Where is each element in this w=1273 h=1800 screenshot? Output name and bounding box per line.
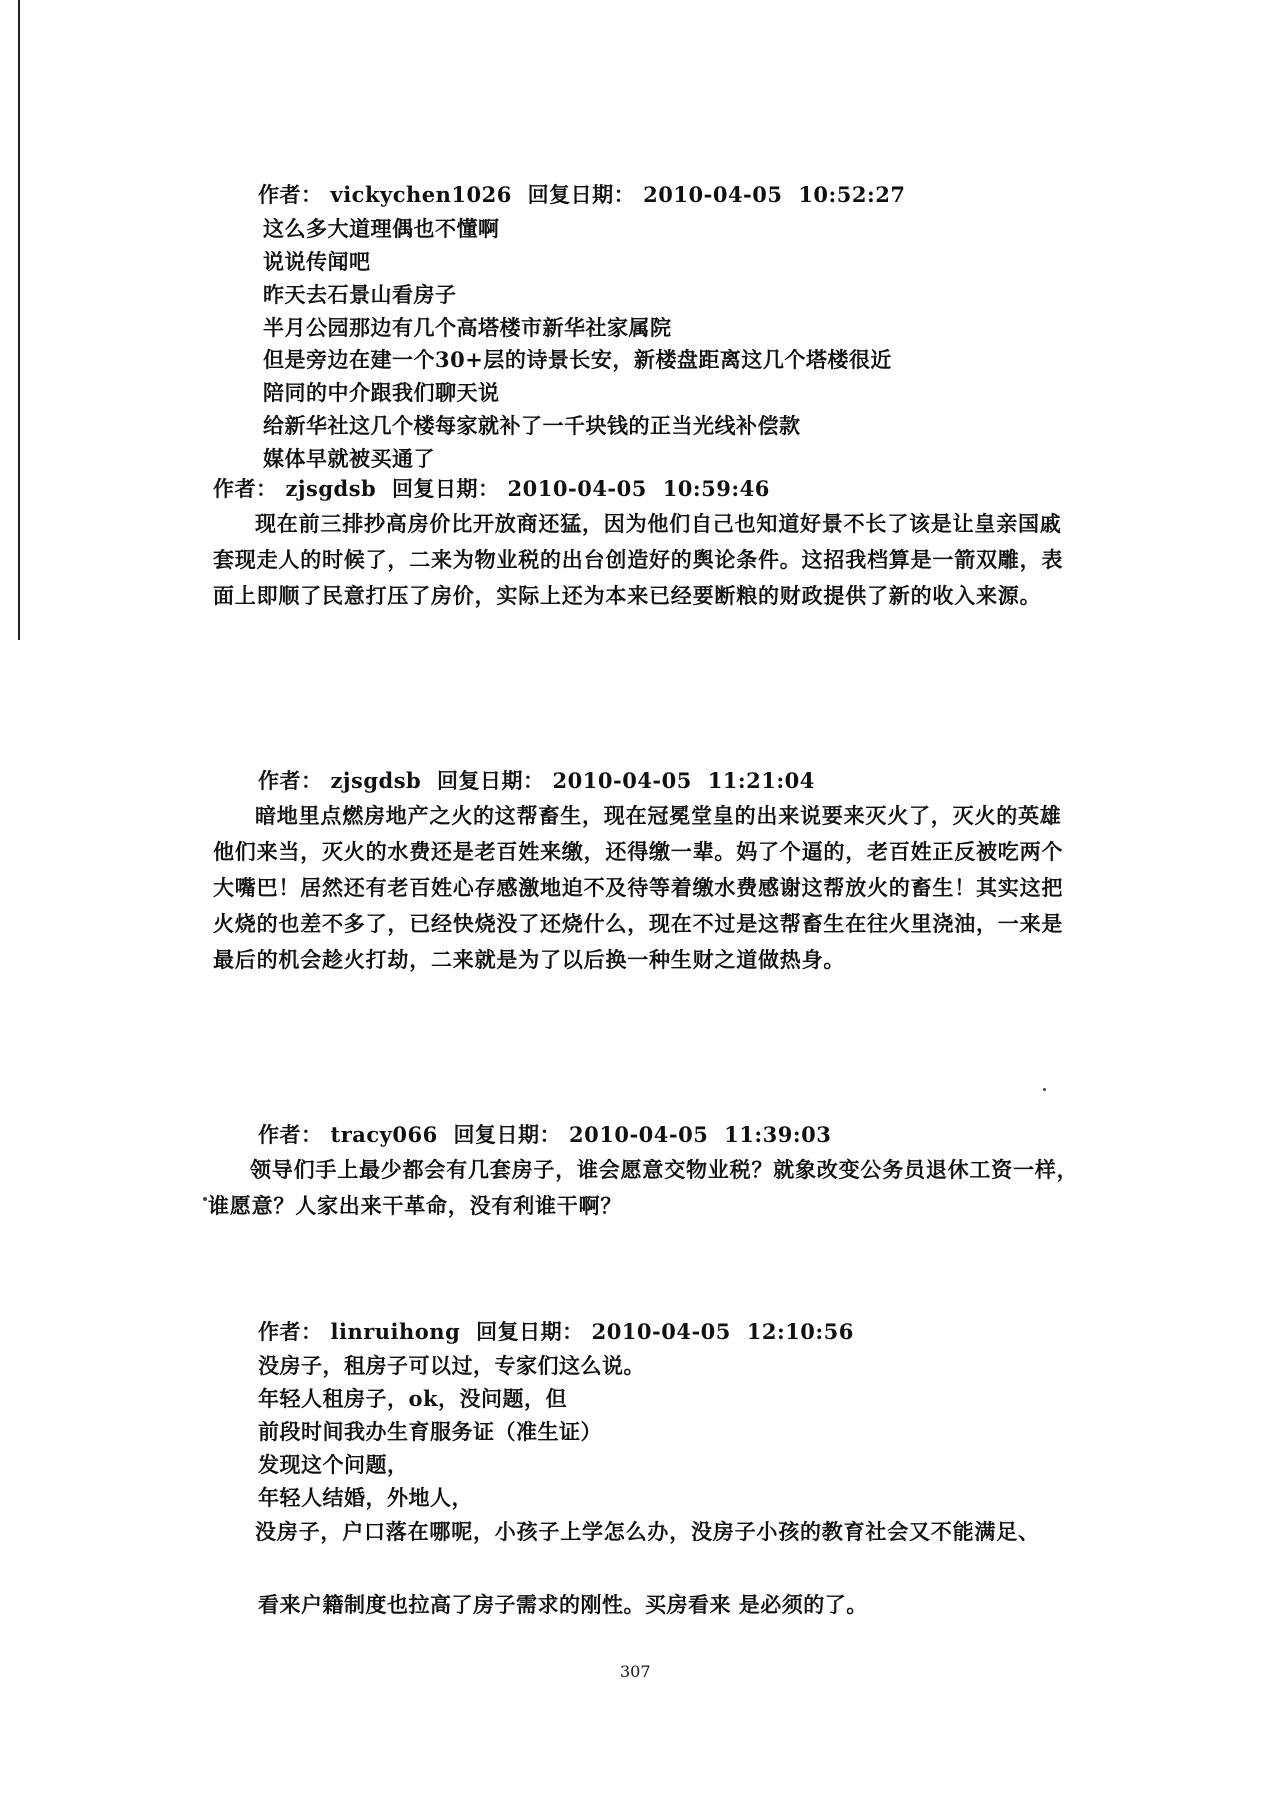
post-line: 前段时间我办生育服务证（准生证） [258, 1419, 602, 1444]
post-line: 看来户籍制度也拉高了房子需求的刚性。买房看来 是必须的了。 [258, 1592, 868, 1617]
post-header [258, 1317, 862, 1347]
post-body: 没房子，户口落在哪呢，小孩子上学怎么办，没房子小孩的教育社会又不能满足、 [255, 1519, 1040, 1544]
reply-time: 11:21:04 [707, 768, 815, 793]
reply-time: 10:52:27 [798, 182, 906, 207]
post-line: 没房子，租房子可以过，专家们这么说。 [258, 1353, 645, 1378]
reply-date: 2010-04-05 [507, 476, 647, 501]
scan-border-line [18, 0, 20, 640]
post-line: 陪同的中介跟我们聊天说 [263, 380, 500, 405]
reply-time: 10:59:46 [662, 476, 770, 501]
author-name: vickychen1026 [330, 182, 512, 207]
post-body: 暗地里点燃房地产之火的这帮畜生，现在冠冕堂皇的出来说要来灭火了，灭火的英雄他们来当，灭火的水费还是老百姓来缴，还得缴一辈。妈了个逼的，老百姓正反被吃两个大嘴巴！居然还有老百姓心存感激地迫不及待等着缴水费感谢这帮放火的畜生！其实这把火烧的也差不多了，已经快烧没了还烧什么，现在不过是这帮畜生在往火里浇油，一来是最后的机会趁火打劫，二来就是为了以后换一种生财之道做热身。 [213, 803, 1064, 972]
post-line: 昨天去石景山看房子 [263, 282, 457, 307]
reply-date-label: 回复日期： [453, 1122, 562, 1147]
post-line: 但是旁边在建一个30+层的诗景长安，新楼盘距离这几个塔楼很近 [263, 347, 892, 372]
author-label: 作者： [213, 476, 278, 501]
reply-date: 2010-04-05 [643, 182, 783, 207]
reply-time: 11:39:03 [724, 1122, 832, 1147]
author-label: 作者： [258, 1122, 323, 1147]
post-body: 领导们手上最少都会有几套房子，谁会愿意交物业税？就象改变公务员退休工资一样，谁愿意？人家出来干革命，没有利谁干啊？ [208, 1157, 1079, 1218]
post-header [213, 474, 778, 504]
author-label: 作者： [258, 1319, 323, 1344]
reply-date-label: 回复日期： [527, 182, 636, 207]
scan-speck [1043, 1088, 1046, 1091]
post-line: 发现这个问题， [258, 1452, 409, 1477]
author-label: 作者： [258, 768, 323, 793]
post-line: 说说传闻吧 [263, 249, 371, 274]
post-line: 媒体早就被买通了 [263, 446, 435, 471]
post-header [258, 766, 823, 796]
author-label: 作者： [258, 182, 323, 207]
post-line: 给新华社这几个楼每家就补了一千块钱的正当光线补偿款 [263, 413, 801, 438]
post-line: 半月公园那边有几个高塔楼市新华社家属院 [263, 315, 672, 340]
reply-date: 2010-04-05 [569, 1122, 709, 1147]
reply-date-label: 回复日期： [476, 1319, 584, 1344]
reply-time: 12:10:56 [746, 1319, 854, 1344]
post-line: 这么多大道理偶也不懂啊 [263, 216, 500, 241]
post-header [258, 180, 914, 210]
post-body: 现在前三排抄高房价比开放商还猛，因为他们自己也知道好景不长了该是让皇亲国戚套现走人的时候了，二来为物业税的出台创造好的舆论条件。这招我档算是一箭双雕，表面上即顺了民意打压了房价，实际上还为本来已经要断粮的财政提供了新的收入来源。 [213, 511, 1064, 608]
reply-date: 2010-04-05 [552, 768, 692, 793]
post-line: 年轻人结婚，外地人， [258, 1485, 473, 1510]
reply-date: 2010-04-05 [591, 1319, 731, 1344]
post-header [258, 1120, 839, 1150]
page-number: 307 [620, 1662, 651, 1681]
author-name: zjsgdsb [330, 768, 422, 793]
author-name: linruihong [330, 1319, 461, 1344]
author-name: zjsgdsb [285, 476, 377, 501]
post-line: 年轻人租房子，ok，没问题，但 [258, 1386, 568, 1411]
reply-date-label: 回复日期： [437, 768, 545, 793]
scan-speck [203, 1197, 207, 1201]
reply-date-label: 回复日期： [392, 476, 500, 501]
author-name: tracy066 [330, 1122, 438, 1147]
